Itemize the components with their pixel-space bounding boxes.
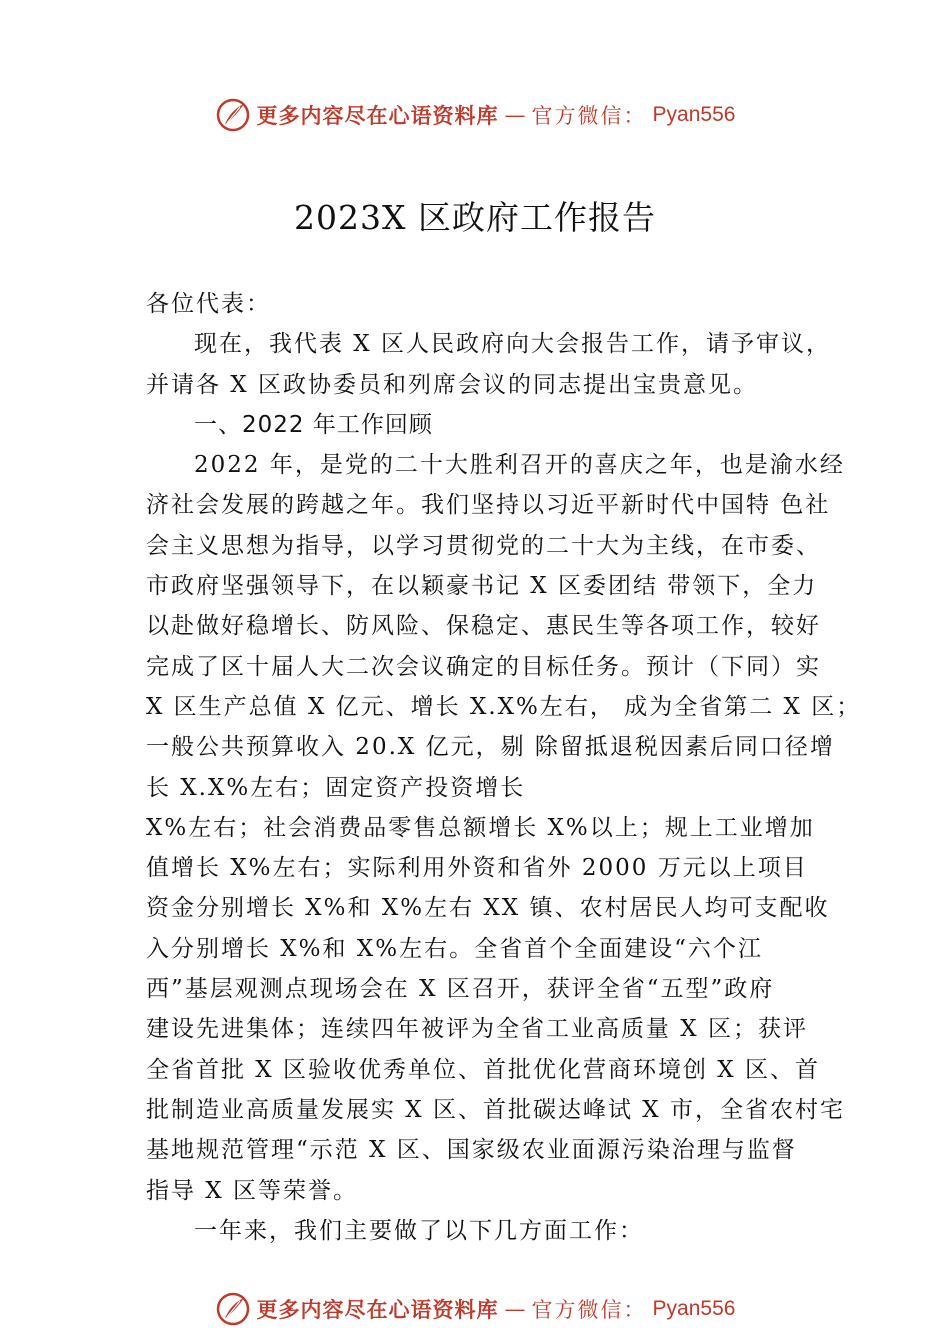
paragraph-line: X%左右；社会消费品零售总额增长 X%以上；规上工业增加 bbox=[146, 814, 815, 841]
document-title: 2023X 区政府工作报告 bbox=[294, 198, 656, 237]
paragraph-line: 基地规范管理“示范 X 区、国家级农业面源污染治理与监督 bbox=[146, 1137, 797, 1164]
paragraph-line: 一般公共预算收入 20.X 亿元，剔 除留抵退税因素后同口径增 bbox=[146, 734, 835, 761]
body-lines bbox=[146, 324, 862, 1251]
watermark-wechat-id: Pyan556 bbox=[652, 103, 736, 126]
paragraph-line: 一年来，我们主要做了以下几方面工作： bbox=[194, 1217, 644, 1244]
paragraph-line: 全省首批 X 区验收优秀单位、首批优化营商环境创 X 区、首 bbox=[146, 1056, 820, 1083]
section-heading: 一、2022 年工作回顾 bbox=[194, 411, 433, 438]
salutation: 各位代表： bbox=[146, 291, 271, 317]
feather-logo-icon bbox=[215, 1291, 251, 1327]
paragraph-line: 并请各 X 区政协委员和列席会议的同志提出宝贵意见。 bbox=[146, 371, 758, 398]
watermark-tail-text: 官方微信： bbox=[531, 1298, 647, 1322]
paragraph-line: 以赴做好稳增长、防风险、保稳定、惠民生等各项工作，较好 bbox=[146, 613, 821, 640]
paragraph-line: 完成了区十届人大二次会议确定的目标任务。预计（下同）实 bbox=[146, 653, 821, 680]
paragraph-line: 指导 X 区等荣誉。 bbox=[146, 1177, 358, 1204]
paragraph-line: 入分别增长 X%和 X%左右。全省首个全面建设“六个江 bbox=[146, 935, 763, 962]
paragraph-line: 批制造业高质量发展实 X 区、首批碳达峰试 X 市，全省农村宅 bbox=[146, 1096, 845, 1123]
watermark-main-text: 更多内容尽在心语资料库 bbox=[256, 103, 499, 128]
paragraph-line: 资金分别增长 X%和 X%左右 XX 镇、农村居民人均可支配收 bbox=[146, 895, 830, 922]
paragraph-line: 市政府坚强领导下，在以颖豪书记 X 区委团结 带领下，全力 bbox=[146, 573, 818, 600]
paragraph-line: X 区生产总值 X 亿元、增长 X.X%左右， 成为全省第二 X 区； bbox=[146, 693, 862, 720]
watermark-separator: — bbox=[504, 103, 526, 127]
document-body bbox=[146, 284, 862, 1251]
watermark-main-text: 更多内容尽在心语资料库 bbox=[256, 1297, 499, 1322]
feather-logo-icon bbox=[215, 97, 251, 133]
paragraph-line: 长 X.X%左右；固定资产投资增长 bbox=[146, 774, 526, 801]
paragraph-line: 济社会发展的跨越之年。我们坚持以习近平新时代中国特 色社 bbox=[146, 492, 831, 519]
watermark-banner-bottom bbox=[0, 1289, 950, 1329]
paragraph-line: 西”基层观测点现场会在 X 区召开，获评全省“五型”政府 bbox=[146, 976, 775, 1003]
paragraph-line: 2022 年，是党的二十大胜利召开的喜庆之年，也是渝水经 bbox=[194, 452, 845, 479]
watermark-tail-text: 官方微信： bbox=[531, 104, 647, 128]
watermark-wechat-id: Pyan556 bbox=[652, 1297, 736, 1320]
watermark-banner-top bbox=[0, 95, 950, 135]
paragraph-line: 建设先进集体；连续四年被评为全省工业高质量 X 区；获评 bbox=[146, 1016, 808, 1043]
watermark-separator: — bbox=[504, 1297, 526, 1321]
paragraph-line: 现在，我代表 X 区人民政府向大会报告工作，请予审议， bbox=[194, 331, 831, 358]
paragraph-line: 会主义思想为指导，以学习贯彻党的二十大为主线，在市委、 bbox=[146, 532, 821, 559]
paragraph-line: 值增长 X%左右；实际利用外资和省外 2000 万元以上项目 bbox=[146, 855, 808, 882]
